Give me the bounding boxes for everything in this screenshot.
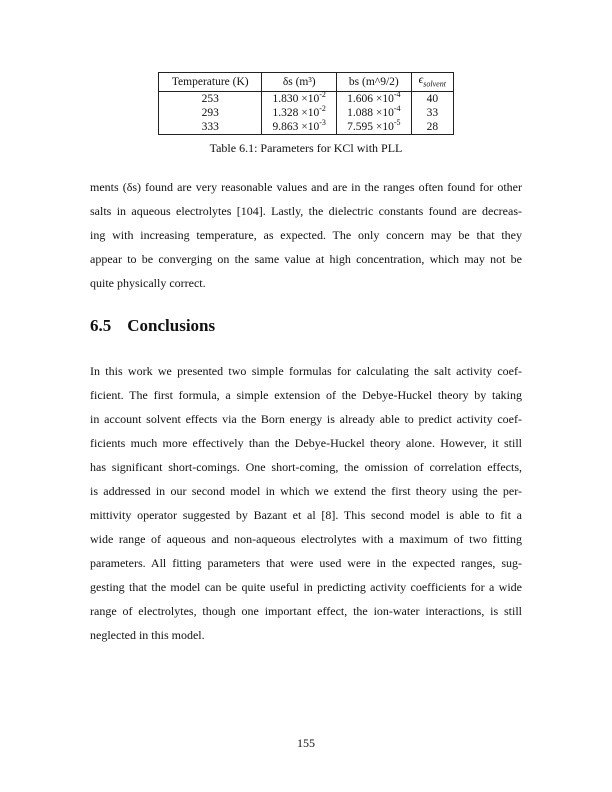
- cell-temperature: 253: [159, 92, 262, 107]
- cell-b: $1.606 \times 10^{-4}$: [337, 92, 412, 107]
- text-line: ments (δs) found are very reasonable values and are in the ranges often found for other: [90, 180, 522, 194]
- text-line: mittivity operator suggested by Bazant et al [8]. This second model is able to fit a: [90, 508, 522, 522]
- text-line: In this work we presented two simple formulas for calculating the salt activity coef-: [90, 364, 522, 378]
- text-line: ficients much more effectively than the Debye-Huckel theory alone. However, it still: [90, 436, 522, 450]
- text-line: appear to be converging on the same value at high concentration, which may not be: [90, 252, 522, 266]
- page-number: 155: [297, 736, 315, 750]
- text-line: gesting that the model can be quite useful in predicting activity coefficients for a wide: [90, 580, 522, 594]
- text-line: quite physically correct.: [90, 276, 206, 290]
- header-delta: δs (m³): [262, 73, 337, 92]
- cell-temperature: 293: [159, 106, 262, 120]
- cell-b: $1.088 \times 10^{-4}$: [337, 106, 412, 120]
- section-heading: [90, 316, 231, 336]
- table-caption: Table 6.1: Parameters for KCl with PLL: [209, 141, 403, 155]
- text-line: has significant short-comings. One short-coming, the omission of correlation effects,: [90, 460, 522, 474]
- text-line: salts in aqueous electrolytes [104]. Lastly, the dielectric constants found are decreas-: [90, 204, 522, 218]
- text-line: wide range of aqueous and non-aqueous electrolytes with a maximum of two fitting: [90, 532, 522, 546]
- text-line: is addressed in our second model in which we extend the first theory using the per-: [90, 484, 522, 498]
- section-number: 6.5: [90, 316, 112, 335]
- cell-delta: $1.328 \times 10^{-2}$: [262, 106, 337, 120]
- table-row: [159, 120, 454, 135]
- parameters-table: [158, 72, 454, 135]
- cell-delta: $9.863 \times 10^{-3}$: [262, 120, 337, 135]
- text-line: ing with increasing temperature, as expected. The only concern may be that they: [90, 228, 522, 242]
- cell-epsilon: 33: [411, 106, 453, 120]
- text-line: parameters. All fitting parameters that were used were in the expected ranges, sug-: [90, 556, 522, 570]
- section-title: Conclusions: [127, 316, 216, 335]
- paragraph-results: [90, 175, 522, 295]
- cell-delta: $1.830 \times 10^{-2}$: [262, 92, 337, 107]
- text-line: in account solvent effects via the Born energy is already able to predict activity coef-: [90, 412, 522, 426]
- table-row: [159, 106, 454, 120]
- cell-epsilon: 28: [411, 120, 453, 135]
- paragraph-conclusions: [90, 359, 522, 647]
- header-temperature: Temperature (K): [159, 73, 262, 92]
- cell-temperature: 333: [159, 120, 262, 135]
- table-row: [159, 92, 454, 107]
- text-line: neglected in this model.: [90, 628, 205, 642]
- header-epsilon: $\epsilon_{solvent}$: [411, 73, 453, 92]
- text-line: ficient. The first formula, a simple extension of the Debye-Huckel theory by taking: [90, 388, 522, 402]
- text-line: range of electrolytes, though one important effect, the ion-water interactions, is still: [90, 604, 522, 618]
- cell-b: $7.595 \times 10^{-5}$: [337, 120, 412, 135]
- header-b: bs (m^9/2): [337, 73, 412, 92]
- cell-epsilon: 40: [411, 92, 453, 107]
